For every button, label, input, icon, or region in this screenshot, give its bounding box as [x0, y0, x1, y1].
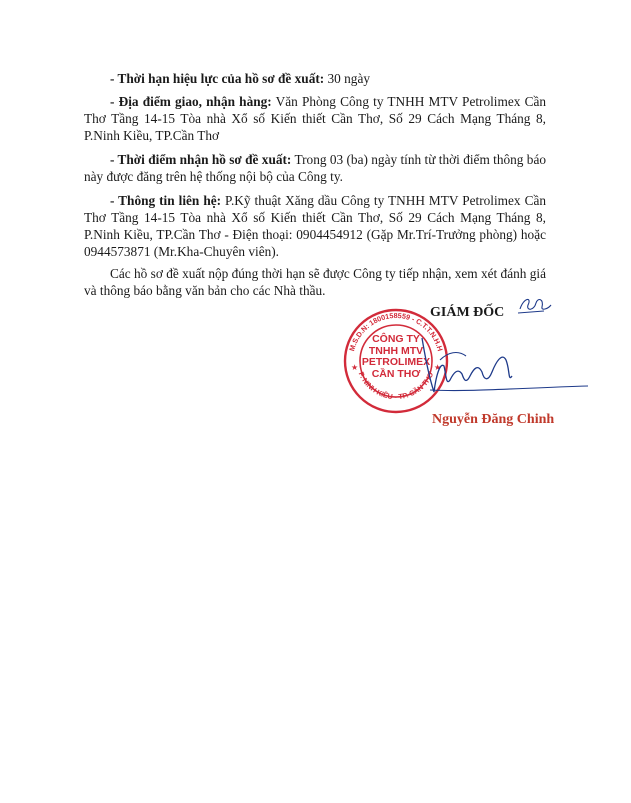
item-label: - Thời hạn hiệu lực của hồ sơ đề xuất: [110, 71, 325, 86]
item-label: - Thông tin liên hệ: [110, 193, 222, 208]
item-text: 30 ngày [324, 71, 370, 86]
closing-paragraph [84, 265, 546, 299]
initials-mark [514, 293, 554, 317]
receipt-time [84, 151, 546, 185]
item-text: Trong 03 (ba) ngày tính từ thời điểm thông báo này được đăng trên hệ thống nội bộ của Công ty. [84, 152, 546, 184]
seal-star-icon: ★ [434, 363, 442, 372]
item-text: P.Kỹ thuật Xăng dầu Công ty TNHH MTV Petrolimex Cần Thơ Tầng 14-15 Tòa nhà Xổ số Kiến thiết Cần Thơ, Số 29 Cách Mạng Tháng 8, P.Ninh Kiều, TP.Cần Thơ - Điện thoại: 0904454912 (Gặp Mr.Trí-Trưởng phòng) hoặc 0944573871 (Mr.Kha-Chuyên viên). [84, 193, 546, 259]
seal-line: CÔNG TY [372, 333, 420, 345]
seal-star-icon: ★ [351, 363, 359, 372]
item-label: - Thời điểm nhận hồ sơ đề xuất: [110, 152, 292, 167]
item-text: Văn Phòng Công ty TNHH MTV Petrolimex Cần Thơ Tầng 14-15 Tòa nhà Xổ số Kiến thiết Cần Thơ, Số 29 Cách Mạng Tháng 8, P.Ninh Kiều, TP.Cần Thơ [84, 94, 546, 143]
seal-ring-top: M.S.D.N: 1800158559 - C.T.T.N.H.H [347, 310, 445, 353]
item-label: - Địa điểm giao, nhận hàng: [110, 94, 272, 109]
seal-line: TNHH MTV [368, 344, 424, 357]
signature-title: GIÁM ĐỐC [430, 305, 505, 320]
seal-line: PETROLIMEX [361, 356, 431, 368]
closing-text: Các hồ sơ đề xuất nộp đúng thời hạn sẽ được Công ty tiếp nhận, xem xét đánh giá và thông báo bằng văn bản cho các Nhà thầu. [84, 266, 546, 298]
contact-info [84, 192, 546, 260]
signatory-name: Nguyễn Đăng Chinh [432, 412, 555, 427]
seal-line: CẦN THƠ [371, 367, 421, 380]
validity-period [84, 70, 546, 87]
seal-ring-bottom: P. NINH KIỀU - TP. CẦN THƠ [356, 370, 436, 402]
delivery-location [84, 93, 546, 144]
handwritten-signature [400, 332, 590, 402]
